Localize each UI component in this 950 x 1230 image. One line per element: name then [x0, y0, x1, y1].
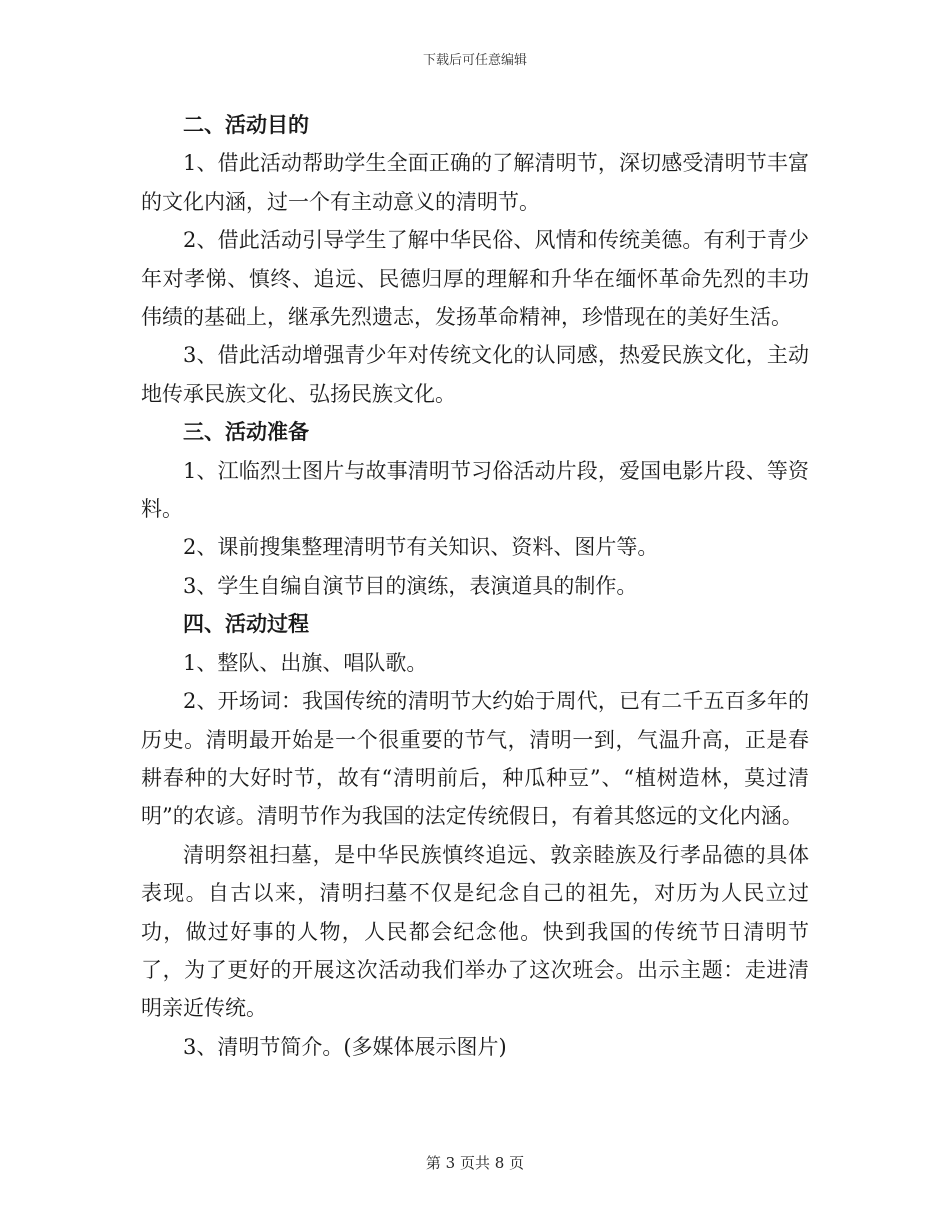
paragraph: 1、江临烈士图片与故事清明节习俗活动片段，爱国电影片段、等资料。	[141, 458, 809, 522]
paragraph: 2、课前搜集整理清明节有关知识、资料、图片等。	[183, 535, 659, 560]
paragraph: 1、借此活动帮助学生全面正确的了解清明节，深切感受清明节丰富的文化内涵，过一个有主动意义的清明节。	[141, 151, 809, 214]
document-body	[141, 106, 809, 1066]
paragraph: 3、清明节简介。(多媒体展示图片)	[183, 1034, 507, 1059]
section-heading-process: 四、活动过程	[183, 611, 309, 637]
paragraph: 3、借此活动增强青少年对传统文化的认同感，热爱民族文化，主动地传承民族文化、弘扬民族文化。	[141, 343, 809, 406]
section-heading-preparation: 三、活动准备	[183, 419, 309, 445]
paragraph: 3、学生自编自演节目的演练，表演道具的制作。	[183, 573, 638, 598]
paragraph: 清明祭祖扫墓，是中华民族慎终追远、敦亲睦族及行孝品德的具体表现。自古以来，清明扫墓不仅是纪念自己的祖先，对历为人民立过功，做过好事的人物，人民都会纪念他。快到我国的传统节日清明节了，为了更好的开展这次活动我们举办了这次班会。出示主题：走进清明亲近传统。	[141, 842, 809, 1021]
page-footer-number: 第 3 页共 8 页	[425, 1154, 525, 1172]
page-header-note: 下载后可任意编辑	[422, 53, 527, 68]
paragraph: 1、整队、出旗、唱队歌。	[183, 650, 428, 675]
paragraph: 2、开场词：我国传统的清明节大约始于周代，已有二千五百多年的历史。清明最开始是一个很重要的节气，清明一到，气温升高，正是春耕春种的大好时节，故有“清明前后，种瓜种豆”、“植树造林，莫过清明”的农谚。清明节作为我国的法定传统假日，有着其悠远的文化内涵。	[141, 689, 809, 829]
paragraph: 2、借此活动引导学生了解中华民俗、风情和传统美德。有利于青少年对孝悌、慎终、追远、民德归厚的理解和升华在缅怀革命先烈的丰功伟绩的基础上，继承先烈遗志，发扬革命精神，珍惜现在的美好生活。	[141, 228, 809, 330]
section-heading-goals: 二、活动目的	[183, 112, 309, 137]
